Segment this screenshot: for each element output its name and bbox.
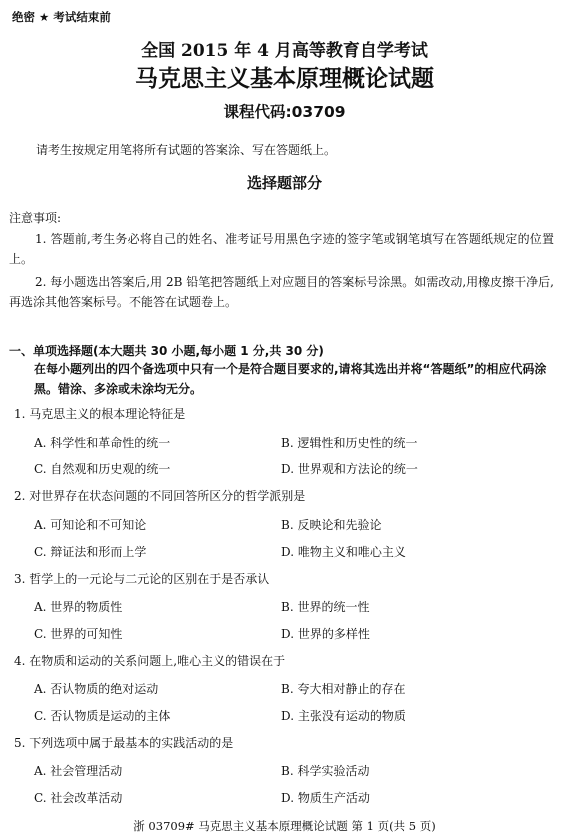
note-item-2: 2. 每小题选出答案后,用 2B 铅笔把答题纸上对应题目的答案标号涂黑。如需改动,用橡皮擦干净后,再选涂其他答案标号。不能答在试题卷上。	[9, 275, 554, 309]
exam-title: 全国 2015 年 4 月高等教育自学考试	[141, 41, 428, 61]
option-b: B. 科学实验活动	[281, 764, 370, 778]
option-b: B. 反映论和先验论	[281, 518, 382, 532]
option-c: C. 自然观和历史观的统一	[34, 462, 171, 476]
option-a: A. 可知论和不可知论	[34, 518, 147, 532]
option-b: B. 逻辑性和历史性的统一	[281, 436, 418, 450]
note-item-1: 1. 答题前,考生务必将自己的姓名、准考证号用黑色字迹的签字笔或钢笔填写在答题纸规定的位置上。	[9, 232, 554, 266]
part-instruction: 在每小题列出的四个备选项中只有一个是符合题目要求的,请将其选出并将“答题纸”的相应代码涂黑。错涂、多涂或未涂均无分。	[34, 362, 547, 396]
option-c: C. 否认物质是运动的主体	[34, 709, 171, 723]
option-a: A. 世界的物质性	[34, 600, 123, 614]
question-stem: 1. 马克思主义的根本理论特征是	[14, 407, 186, 421]
option-c: C. 辩证法和形而上学	[34, 545, 147, 559]
subject-title: 马克思主义基本原理概论试题	[135, 66, 434, 92]
option-d: D. 世界观和方法论的统一	[281, 462, 418, 476]
option-c: C. 社会改革活动	[34, 791, 123, 805]
course-code: 课程代码:03709	[223, 103, 346, 121]
notes-heading: 注意事项:	[9, 211, 62, 225]
part-heading: 一、单项选择题(本大题共 30 小题,每小题 1 分,共 30 分)	[9, 344, 324, 358]
option-a: A. 科学性和革命性的统一	[34, 436, 171, 450]
option-b: B. 夸大相对静止的存在	[281, 682, 406, 696]
section-title: 选择题部分	[246, 174, 322, 192]
question-stem: 5. 下列选项中属于最基本的实践活动的是	[14, 736, 234, 750]
option-b: B. 世界的统一性	[281, 600, 370, 614]
option-d: D. 物质生产活动	[281, 791, 370, 805]
option-d: D. 世界的多样性	[281, 627, 370, 641]
option-d: D. 唯物主义和唯心主义	[281, 545, 406, 559]
answer-instruction: 请考生按规定用笔将所有试题的答案涂、写在答题纸上。	[36, 143, 337, 157]
question-stem: 3. 哲学上的一元论与二元论的区别在于是否承认	[14, 572, 270, 586]
question-stem: 2. 对世界存在状态问题的不同回答所区分的哲学派别是	[14, 489, 306, 503]
option-a: A. 社会管理活动	[34, 764, 123, 778]
confidential-mark: 绝密 ★ 考试结束前	[12, 10, 111, 24]
option-d: D. 主张没有运动的物质	[281, 709, 406, 723]
option-c: C. 世界的可知性	[34, 627, 123, 641]
page-footer: 浙 03709# 马克思主义基本原理概论试题 第 1 页(共 5 页)	[133, 819, 436, 833]
option-a: A. 否认物质的绝对运动	[34, 682, 159, 696]
question-stem: 4. 在物质和运动的关系问题上,唯心主义的错误在于	[14, 654, 286, 668]
